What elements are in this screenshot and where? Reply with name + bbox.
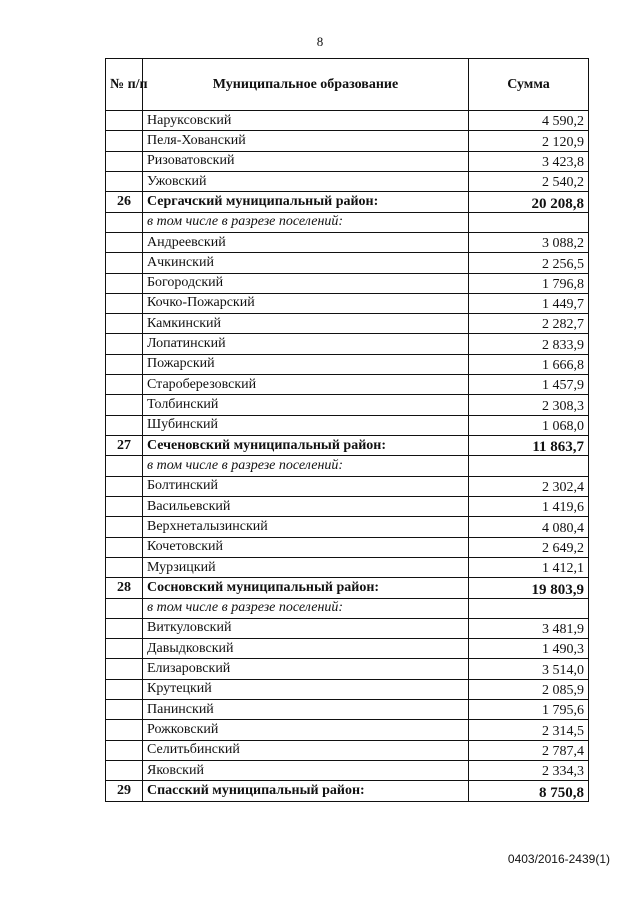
row-name: Пожарский [143, 354, 469, 374]
row-sum: 1 457,9 [469, 375, 589, 395]
table-row [106, 273, 589, 293]
row-name: Кочетовский [143, 537, 469, 557]
row-number [106, 537, 143, 557]
row-name: Васильевский [143, 496, 469, 516]
row-name: Селитьбинский [143, 740, 469, 760]
row-name: Андреевский [143, 232, 469, 252]
row-sum: 1 068,0 [469, 415, 589, 435]
row-name: Давыдковский [143, 639, 469, 659]
row-number [106, 720, 143, 740]
row-name: Болтинский [143, 476, 469, 496]
row-sum: 3 088,2 [469, 232, 589, 252]
row-name: Мурзицкий [143, 557, 469, 577]
row-number [106, 334, 143, 354]
row-name: Панинский [143, 700, 469, 720]
table-row [106, 354, 589, 374]
row-sum: 2 833,9 [469, 334, 589, 354]
row-number [106, 151, 143, 171]
table-row [106, 720, 589, 740]
district-row [106, 781, 589, 801]
district-row [106, 192, 589, 212]
row-number [106, 598, 143, 618]
district-row [106, 436, 589, 456]
table-row [106, 375, 589, 395]
table-row [106, 253, 589, 273]
row-sum: 2 540,2 [469, 171, 589, 191]
row-number: 26 [106, 192, 143, 212]
table-row [106, 131, 589, 151]
table-row [106, 679, 589, 699]
row-name: в том числе в разрезе поселений: [143, 212, 469, 232]
budget-table [105, 58, 589, 802]
row-number [106, 557, 143, 577]
table-row [106, 334, 589, 354]
table-row [106, 639, 589, 659]
table-row [106, 659, 589, 679]
row-sum: 1 796,8 [469, 273, 589, 293]
header-sum: Сумма [469, 59, 589, 111]
table-row [106, 557, 589, 577]
row-name: Верхнеталызинский [143, 517, 469, 537]
table-row [106, 476, 589, 496]
row-number: 29 [106, 781, 143, 801]
row-number [106, 456, 143, 476]
row-sum: 2 282,7 [469, 314, 589, 334]
table-row [106, 761, 589, 781]
row-number [106, 761, 143, 781]
header-name: Муниципальное образование [143, 59, 469, 111]
row-name: Кочко-Пожарский [143, 293, 469, 313]
row-number [106, 618, 143, 638]
row-number [106, 740, 143, 760]
row-name: Шубинский [143, 415, 469, 435]
document-code: 0403/2016-2439(1) [507, 852, 610, 866]
table-body [106, 111, 589, 802]
row-number [106, 700, 143, 720]
row-number [106, 415, 143, 435]
row-sum: 4 590,2 [469, 111, 589, 131]
row-name: в том числе в разрезе поселений: [143, 456, 469, 476]
row-name: Сеченовский муниципальный район: [143, 436, 469, 456]
row-sum: 2 649,2 [469, 537, 589, 557]
row-sum: 1 666,8 [469, 354, 589, 374]
table-header-row [106, 59, 589, 111]
row-name: Елизаровский [143, 659, 469, 679]
row-sum: 2 314,5 [469, 720, 589, 740]
row-number [106, 232, 143, 252]
table-row [106, 232, 589, 252]
row-sum: 4 080,4 [469, 517, 589, 537]
table-row [106, 700, 589, 720]
row-sum: 3 481,9 [469, 618, 589, 638]
row-sum: 20 208,8 [469, 192, 589, 212]
row-name: Рожковский [143, 720, 469, 740]
row-name: Лопатинский [143, 334, 469, 354]
row-sum: 3 423,8 [469, 151, 589, 171]
row-name: Толбинский [143, 395, 469, 415]
row-number [106, 171, 143, 191]
table-row [106, 496, 589, 516]
row-number [106, 131, 143, 151]
row-sum: 2 256,5 [469, 253, 589, 273]
page-number: 8 [316, 34, 324, 49]
row-name: Спасский муниципальный район: [143, 781, 469, 801]
row-sum: 2 334,3 [469, 761, 589, 781]
row-name: Камкинский [143, 314, 469, 334]
row-name: Ужовский [143, 171, 469, 191]
subheading-row [106, 212, 589, 232]
row-number [106, 212, 143, 232]
row-number [106, 517, 143, 537]
row-number [106, 639, 143, 659]
row-name: Сергачский муниципальный район: [143, 192, 469, 212]
subheading-row [106, 598, 589, 618]
row-number [106, 395, 143, 415]
row-sum: 19 803,9 [469, 578, 589, 598]
row-name: Виткуловский [143, 618, 469, 638]
row-name: Яковский [143, 761, 469, 781]
row-sum: 2 120,9 [469, 131, 589, 151]
row-number [106, 354, 143, 374]
row-name: Сосновский муниципальный район: [143, 578, 469, 598]
row-number [106, 496, 143, 516]
row-sum: 1 419,6 [469, 496, 589, 516]
row-name: Наруксовский [143, 111, 469, 131]
row-sum [469, 598, 589, 618]
row-number [106, 293, 143, 313]
row-name: Ризоватовский [143, 151, 469, 171]
row-number [106, 679, 143, 699]
row-sum: 2 787,4 [469, 740, 589, 760]
row-number [106, 476, 143, 496]
row-number [106, 253, 143, 273]
table-row [106, 293, 589, 313]
table-row [106, 111, 589, 131]
row-number: 27 [106, 436, 143, 456]
table-row [106, 537, 589, 557]
table-row [106, 517, 589, 537]
row-sum: 1 449,7 [469, 293, 589, 313]
row-number [106, 659, 143, 679]
row-sum: 1 490,3 [469, 639, 589, 659]
row-sum: 11 863,7 [469, 436, 589, 456]
table-row [106, 171, 589, 191]
table-row [106, 618, 589, 638]
table-row [106, 395, 589, 415]
row-name: Ачкинский [143, 253, 469, 273]
row-number: 28 [106, 578, 143, 598]
row-sum: 3 514,0 [469, 659, 589, 679]
row-name: Староберезовский [143, 375, 469, 395]
row-sum: 1 795,6 [469, 700, 589, 720]
table-row [106, 415, 589, 435]
subheading-row [106, 456, 589, 476]
table-row [106, 151, 589, 171]
row-sum: 2 308,3 [469, 395, 589, 415]
row-sum: 2 085,9 [469, 679, 589, 699]
row-sum [469, 456, 589, 476]
row-number [106, 314, 143, 334]
row-sum: 2 302,4 [469, 476, 589, 496]
row-sum [469, 212, 589, 232]
row-number [106, 273, 143, 293]
row-sum: 8 750,8 [469, 781, 589, 801]
row-name: Пеля-Хованский [143, 131, 469, 151]
row-name: Богородский [143, 273, 469, 293]
district-row [106, 578, 589, 598]
table-row [106, 740, 589, 760]
row-number [106, 375, 143, 395]
table-row [106, 314, 589, 334]
row-name: в том числе в разрезе поселений: [143, 598, 469, 618]
row-number [106, 111, 143, 131]
row-name: Крутецкий [143, 679, 469, 699]
header-num: № п/п [106, 59, 143, 111]
row-sum: 1 412,1 [469, 557, 589, 577]
